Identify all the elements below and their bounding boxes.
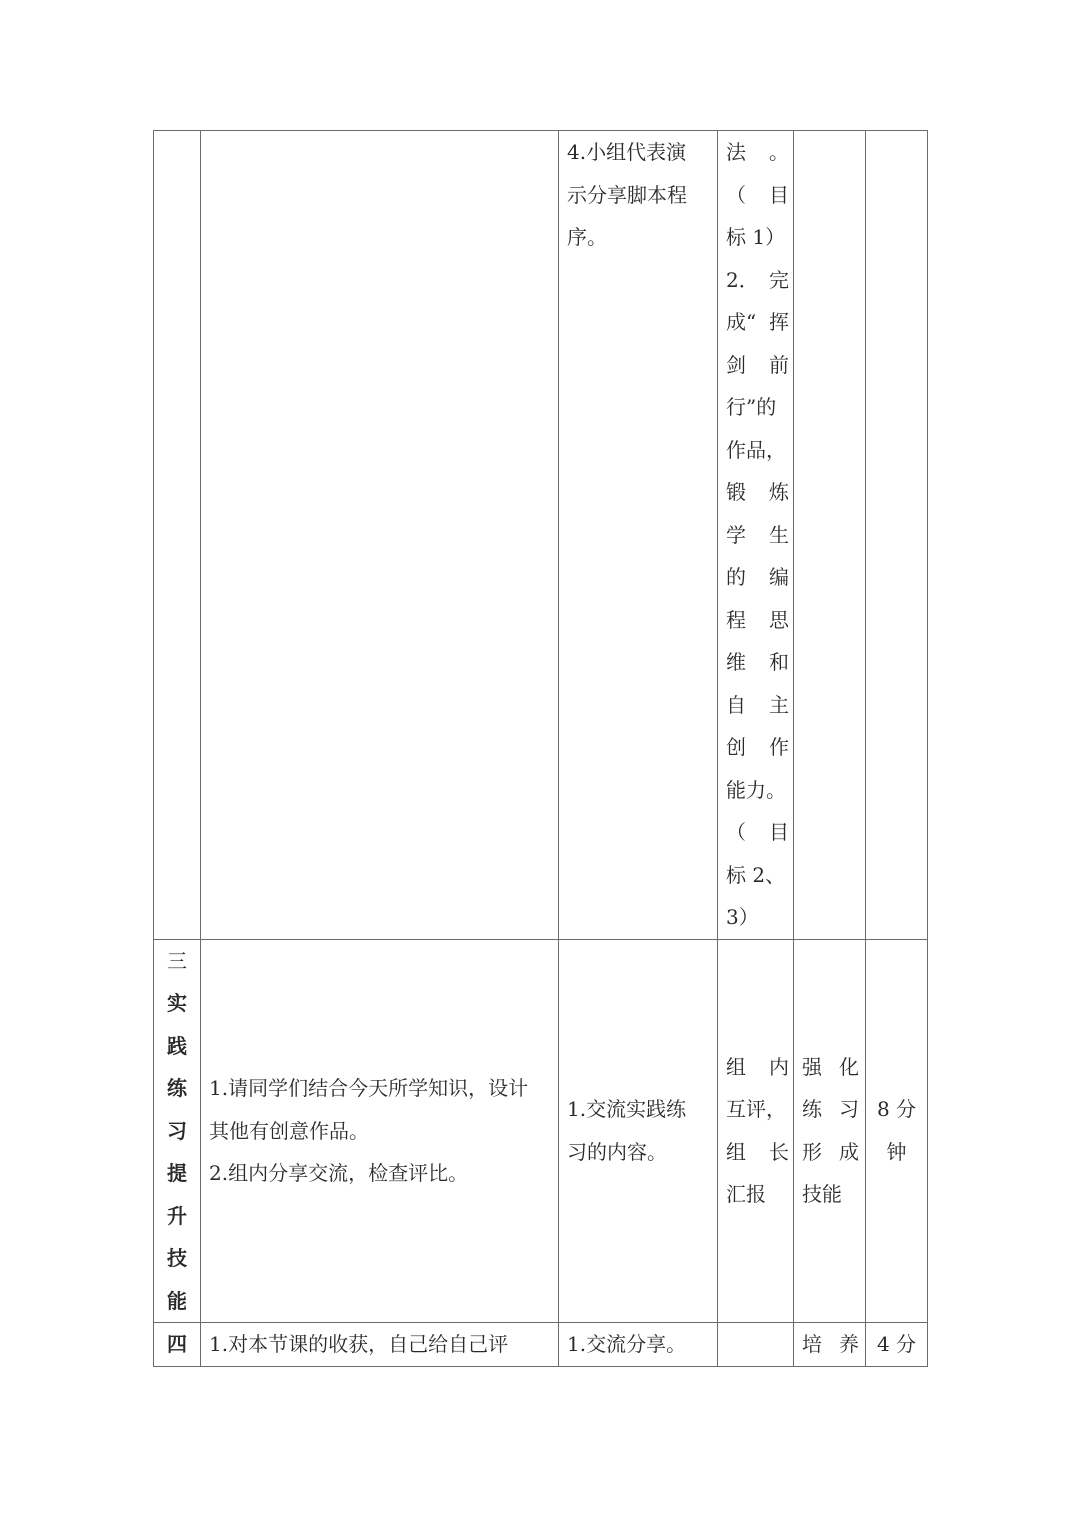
table-row-four <box>154 1323 928 1367</box>
design-intent-line-part: 炼 <box>769 480 789 504</box>
design-intent-line: 作品， <box>726 437 786 462</box>
teacher-activity-line: 其他有创意作品。 <box>209 1118 369 1143</box>
student-activity-cell <box>559 1323 718 1367</box>
design-intent-line-part: 组 <box>726 1054 746 1079</box>
design-intent-line-part: 主 <box>769 692 789 717</box>
time-line: 4 分 <box>876 1332 917 1356</box>
stage-char: 提 <box>167 1161 187 1185</box>
design-intent-line-part: 维 <box>726 650 746 674</box>
design-intent-line-part: 成“ <box>726 310 757 334</box>
design-intent-cell <box>718 131 794 940</box>
design-intent-line <box>726 811 789 854</box>
design-intent-line <box>726 471 789 514</box>
time-line: 钟 <box>886 1139 907 1164</box>
stage-char: 技 <box>167 1246 187 1270</box>
teacher-activity-line: 2.组内分享交流，检查评比。 <box>209 1161 469 1185</box>
student-activity-line: 序。 <box>567 225 607 249</box>
design-intent-line: 汇报 <box>726 1182 766 1207</box>
design-intent-line-part: 自 <box>726 692 746 717</box>
goal-cell <box>794 939 866 1323</box>
goal-text <box>794 1046 865 1216</box>
stage-char: 实 <box>167 991 187 1015</box>
design-intent-line: 3） <box>726 905 759 929</box>
teacher-activity-cell <box>201 1323 559 1367</box>
student-activity-line: 示分享脚本程 <box>567 182 687 207</box>
goal-line <box>794 1323 865 1366</box>
design-intent-line <box>726 726 789 769</box>
design-intent-line <box>726 259 789 302</box>
goal-line-part: 形 <box>802 1139 822 1164</box>
goal-line-part: 习 <box>839 1097 859 1122</box>
design-intent-line <box>726 599 789 642</box>
design-intent-line-part: （ <box>726 182 746 207</box>
design-intent-cell <box>718 1323 794 1367</box>
student-activity-cell <box>559 131 718 940</box>
table-row-continuation <box>154 131 928 940</box>
student-activity-line: 习的内容。 <box>567 1139 667 1164</box>
design-intent-line <box>726 684 789 727</box>
teacher-activity-cell <box>201 131 559 940</box>
design-intent-line-part: 生 <box>769 522 789 547</box>
design-intent-line-part: 。 <box>769 140 789 164</box>
goal-line-part: 化 <box>839 1054 859 1079</box>
stage-cell-four <box>154 1323 201 1367</box>
design-intent-line-part: 目 <box>769 820 789 844</box>
design-intent-line-part: 程 <box>726 607 746 632</box>
design-intent-line: 行”的 <box>726 395 777 419</box>
student-activity-line: 4.小组代表演 <box>567 140 687 164</box>
design-intent-line-part: （ <box>726 820 746 844</box>
goal-char: 养 <box>839 1332 859 1356</box>
goal-cell <box>794 1323 866 1367</box>
stage-char: 练 <box>167 1076 187 1100</box>
design-intent-line-part: 作 <box>769 735 789 759</box>
teacher-activity-line: 1.请同学们结合今天所学知识，设计 <box>209 1076 529 1100</box>
time-line: 8 分 <box>876 1097 917 1122</box>
design-intent-line-part: 和 <box>769 650 789 674</box>
stage-char: 习 <box>167 1118 187 1143</box>
student-activity-cell <box>559 939 718 1323</box>
design-intent-line: 能力。 <box>726 777 786 802</box>
design-intent-line: 标 2、 <box>726 862 786 887</box>
stage-cell-practice <box>154 939 201 1323</box>
design-intent-cell <box>718 939 794 1323</box>
design-intent-line-part: 法 <box>726 140 746 164</box>
design-intent-line-part: 前 <box>769 352 789 377</box>
table-row-practice <box>154 939 928 1323</box>
design-intent-line-part: 完 <box>769 267 789 292</box>
design-intent-line-part: 目 <box>769 182 789 207</box>
stage-label: 四 <box>167 1332 187 1356</box>
design-intent-line-part: 锻 <box>726 480 746 504</box>
design-intent-line <box>726 131 789 174</box>
stage-char: 三 <box>167 948 187 973</box>
design-intent-line-part: 剑 <box>726 352 746 377</box>
goal-line <box>802 1131 859 1174</box>
student-activity-line: 1.交流实践练 <box>567 1097 687 1122</box>
design-intent-line-part: 的 <box>726 565 746 589</box>
lesson-plan-table <box>153 130 928 1367</box>
stage-cell <box>154 131 201 940</box>
teacher-activity-line: 1.对本节课的收获，自己给自己评 <box>209 1332 509 1356</box>
design-intent-line: 标 1） <box>726 225 786 249</box>
goal-line <box>802 1088 859 1131</box>
design-intent-line <box>726 301 789 344</box>
design-intent-line-part: 创 <box>726 735 746 759</box>
design-intent-line-part: 思 <box>769 607 789 632</box>
goal-line: 技能 <box>802 1182 842 1207</box>
design-intent-text <box>718 1046 793 1216</box>
stage-char: 升 <box>167 1203 187 1228</box>
design-intent-line-part: 学 <box>726 522 746 547</box>
design-intent-line-part: 组 <box>726 1139 746 1164</box>
goal-line-part: 练 <box>802 1097 822 1122</box>
design-intent-text <box>718 131 793 939</box>
design-intent-line <box>726 1131 789 1174</box>
design-intent-line <box>726 556 789 599</box>
time-cell <box>866 1323 928 1367</box>
time-cell <box>866 131 928 940</box>
design-intent-line-part: 内 <box>769 1054 789 1079</box>
design-intent-line <box>726 344 789 387</box>
design-intent-line <box>726 641 789 684</box>
stage-char: 能 <box>167 1288 187 1313</box>
design-intent-line-part: 2． <box>726 267 759 292</box>
student-activity-line: 1.交流分享。 <box>567 1332 687 1356</box>
design-intent-line-part: 挥 <box>769 310 789 334</box>
design-intent-line <box>726 514 789 557</box>
stage-char: 践 <box>167 1033 187 1058</box>
stage-label <box>154 940 200 1323</box>
teacher-activity-cell <box>201 939 559 1323</box>
goal-line-part: 成 <box>839 1139 859 1164</box>
design-intent-line <box>726 1046 789 1089</box>
design-intent-line-part: 编 <box>769 565 789 589</box>
time-cell <box>866 939 928 1323</box>
goal-line <box>802 1046 859 1089</box>
goal-line-part: 强 <box>802 1054 822 1079</box>
design-intent-line <box>726 174 789 217</box>
goal-char: 培 <box>802 1332 822 1356</box>
design-intent-line-part: 长 <box>769 1139 789 1164</box>
design-intent-line: 互评， <box>726 1097 786 1122</box>
goal-cell <box>794 131 866 940</box>
